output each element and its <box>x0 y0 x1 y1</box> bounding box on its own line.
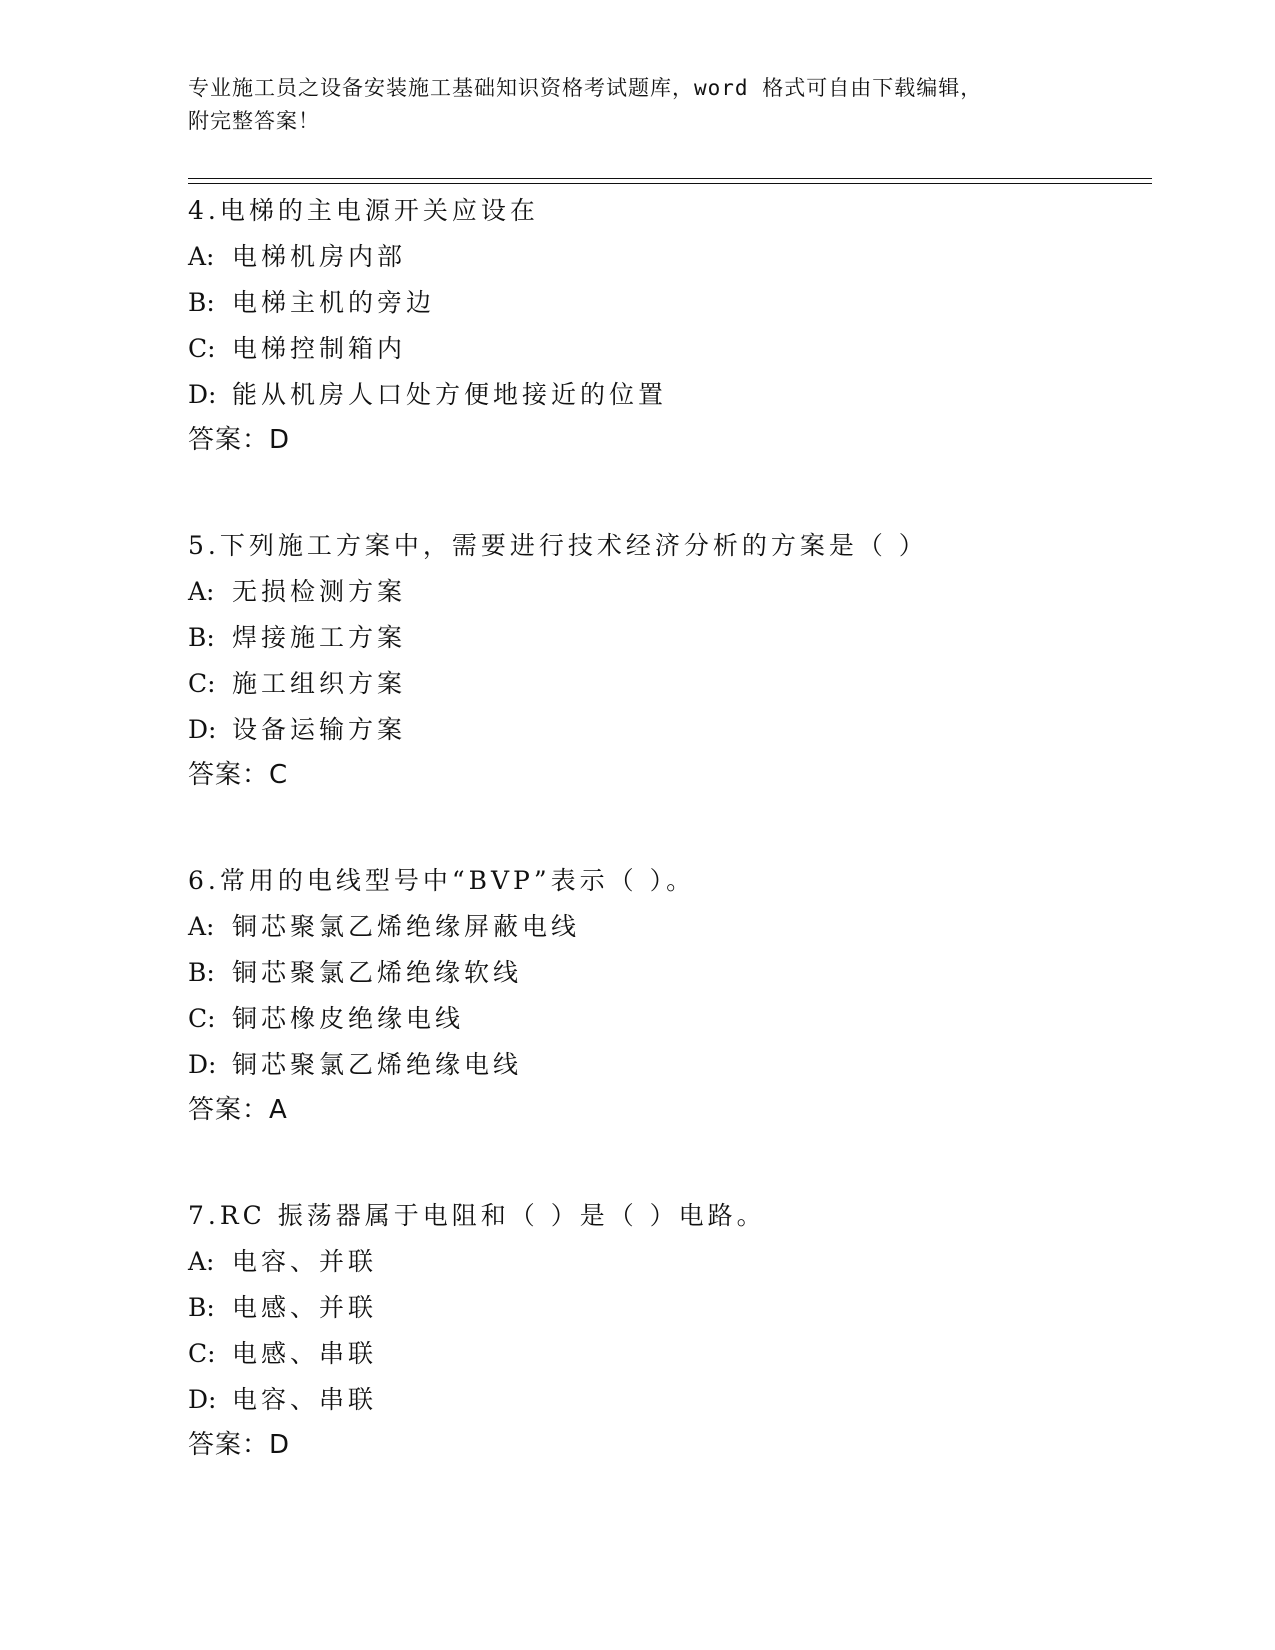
option-c <box>188 661 1148 707</box>
document-header <box>188 72 1068 138</box>
header-line-1: 专业施工员之设备安装施工基础知识资格考试题库，word 格式可自由下载编辑， <box>188 76 983 100</box>
header-divider-top <box>188 178 1152 179</box>
option-letter: B: <box>188 1293 215 1322</box>
option-b <box>188 280 1148 326</box>
question-stem: 7.RC 振荡器属于电阻和（ ）是（ ）电路。 <box>188 1201 766 1230</box>
question-block <box>188 523 1148 797</box>
option-text: 电梯主机的旁边 <box>232 288 436 317</box>
option-text: 电梯机房内部 <box>232 242 407 271</box>
option-a <box>188 234 1148 280</box>
option-letter: A: <box>188 577 215 606</box>
option-text: 施工组织方案 <box>232 669 407 698</box>
header-line-2: 附完整答案！ <box>188 109 320 133</box>
option-text: 铜芯聚氯乙烯绝缘软线 <box>232 958 523 987</box>
option-letter: B: <box>188 623 215 652</box>
question-block <box>188 188 1148 462</box>
answer-line: 答案：D <box>188 425 291 455</box>
option-text: 电容、并联 <box>232 1247 378 1276</box>
answer-line: 答案：D <box>188 1430 291 1460</box>
option-text: 铜芯橡皮绝缘电线 <box>232 1004 465 1033</box>
option-b <box>188 615 1148 661</box>
option-text: 铜芯聚氯乙烯绝缘电线 <box>232 1050 523 1079</box>
option-text: 电感、串联 <box>232 1339 378 1368</box>
option-letter: B: <box>188 958 215 987</box>
option-a <box>188 1239 1148 1285</box>
option-letter: C: <box>188 334 216 363</box>
option-letter: A: <box>188 912 215 941</box>
question-stem: 4.电梯的主电源开关应设在 <box>188 196 539 225</box>
option-c <box>188 1331 1148 1377</box>
option-letter: A: <box>188 1247 215 1276</box>
option-text: 电梯控制箱内 <box>232 334 407 363</box>
option-text: 无损检测方案 <box>232 577 407 606</box>
option-letter: C: <box>188 1339 216 1368</box>
answer-line: 答案：C <box>188 760 289 790</box>
option-text: 焊接施工方案 <box>232 623 407 652</box>
option-c <box>188 996 1148 1042</box>
option-text: 设备运输方案 <box>232 715 407 744</box>
option-letter: B: <box>188 288 215 317</box>
answer-line: 答案：A <box>188 1095 288 1125</box>
option-text: 能从机房人口处方便地接近的位置 <box>232 380 668 409</box>
header-divider-bottom <box>188 183 1152 184</box>
option-text: 电容、串联 <box>232 1385 378 1414</box>
question-stem: 5.下列施工方案中，需要进行技术经济分析的方案是（ ） <box>188 531 928 560</box>
option-letter: A: <box>188 242 215 271</box>
option-c <box>188 326 1148 372</box>
option-b <box>188 950 1148 996</box>
option-b <box>188 1285 1148 1331</box>
question-list <box>188 188 1148 1528</box>
option-a <box>188 569 1148 615</box>
question-block <box>188 1193 1148 1467</box>
option-letter: C: <box>188 1004 216 1033</box>
option-d <box>188 1377 1148 1423</box>
option-text: 铜芯聚氯乙烯绝缘屏蔽电线 <box>232 912 581 941</box>
option-letter: D: <box>188 1050 217 1079</box>
option-text: 电感、并联 <box>232 1293 378 1322</box>
option-letter: C: <box>188 669 216 698</box>
option-letter: D: <box>188 715 217 744</box>
question-stem: 6.常用的电线型号中“BVP”表示（ ）。 <box>188 866 696 895</box>
option-letter: D: <box>188 380 217 409</box>
option-d <box>188 707 1148 753</box>
option-letter: D: <box>188 1385 217 1414</box>
option-d <box>188 372 1148 418</box>
option-a <box>188 904 1148 950</box>
question-block <box>188 858 1148 1132</box>
option-d <box>188 1042 1148 1088</box>
